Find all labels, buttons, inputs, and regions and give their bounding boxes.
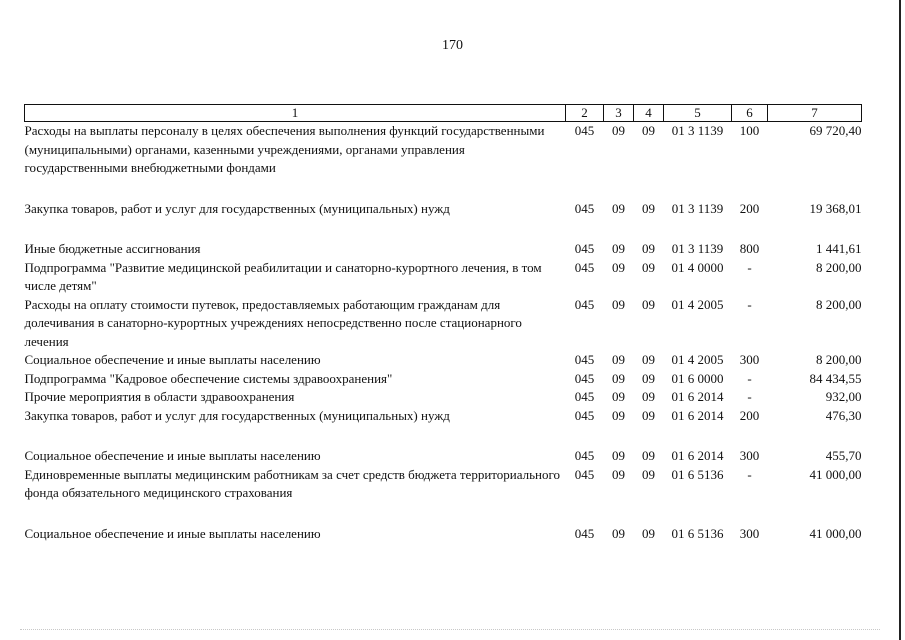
table-row <box>25 370 862 389</box>
row-code-5: 01 6 0000 <box>671 370 724 386</box>
row-code-6: - <box>747 370 752 386</box>
header-col-5: 5 <box>664 105 732 122</box>
row-code-4: 09 <box>642 448 655 463</box>
row-spacer <box>25 218 862 240</box>
row-code-4: 09 <box>642 370 655 386</box>
row-code-4: 09 <box>642 352 655 367</box>
row-code-2: 045 <box>574 466 595 482</box>
row-code-6: 800 <box>739 241 760 256</box>
row-amount: 8 200,00 <box>816 296 862 312</box>
budget-table <box>24 104 862 543</box>
row-code-4: 09 <box>642 407 655 423</box>
row-code-2: 045 <box>574 525 595 541</box>
row-code-4: 09 <box>642 200 655 216</box>
table-row <box>25 122 862 178</box>
row-amount: 455,70 <box>825 448 862 463</box>
row-code-6: 200 <box>739 407 760 423</box>
row-code-5: 01 6 2014 <box>671 389 724 404</box>
header-row <box>25 105 862 122</box>
row-code-6: - <box>747 466 752 482</box>
scan-edge-line <box>899 0 901 640</box>
table-row <box>25 240 862 259</box>
row-code-4: 09 <box>642 389 655 404</box>
row-code-3: 09 <box>612 389 625 404</box>
row-spacer-cell <box>25 178 862 200</box>
table-row <box>25 407 862 426</box>
table-row <box>25 351 862 370</box>
row-code-6: - <box>747 389 752 404</box>
row-spacer-cell <box>25 503 862 525</box>
row-code-3: 09 <box>612 296 625 312</box>
header-col-1: 1 <box>25 105 566 122</box>
row-code-2: 045 <box>574 296 595 312</box>
row-amount: 8 200,00 <box>816 259 862 275</box>
row-code-3: 09 <box>612 407 625 423</box>
row-code-2: 045 <box>574 389 595 404</box>
row-code-5: 01 6 2014 <box>671 448 724 463</box>
table-row <box>25 466 862 503</box>
row-name: Расходы на оплату стоимости путевок, предоставляемых работающим гражданам для долечивания в санаторно-курортных учреждениях непосредственно после стационарного лечения <box>24 296 522 349</box>
table-row <box>25 296 862 352</box>
row-code-5: 01 3 1139 <box>671 123 724 138</box>
row-spacer-cell <box>25 425 862 447</box>
row-code-4: 09 <box>642 466 655 482</box>
row-code-3: 09 <box>612 241 625 256</box>
row-amount: 932,00 <box>825 389 862 404</box>
row-code-2: 045 <box>574 241 595 256</box>
row-code-4: 09 <box>642 123 655 138</box>
row-spacer <box>25 425 862 447</box>
row-code-2: 045 <box>574 200 595 216</box>
row-name: Подпрограмма "Развитие медицинской реабилитации и санаторно-курортного лечения, в том числе детям" <box>24 259 542 293</box>
row-name: Закупка товаров, работ и услуг для государственных (муниципальных) нужд <box>24 200 450 216</box>
row-code-5: 01 4 2005 <box>671 296 724 312</box>
row-amount: 1 441,61 <box>816 241 862 256</box>
header-col-6: 6 <box>732 105 768 122</box>
scan-noise-line <box>20 629 880 630</box>
row-amount: 19 368,01 <box>809 200 862 216</box>
row-code-5: 01 3 1139 <box>671 200 724 216</box>
row-code-3: 09 <box>612 525 625 541</box>
row-code-2: 045 <box>574 407 595 423</box>
row-code-3: 09 <box>612 370 625 386</box>
header-col-3: 3 <box>604 105 634 122</box>
row-code-5: 01 6 5136 <box>671 525 724 541</box>
table-row <box>25 388 862 407</box>
row-code-6: 300 <box>739 525 760 541</box>
row-code-5: 01 4 0000 <box>671 259 724 275</box>
table-row <box>25 200 862 219</box>
row-name: Единовременные выплаты медицинским работникам за счет средств бюджета территориального фонда обязательного медицинского страхования <box>24 466 561 500</box>
row-amount: 476,30 <box>825 407 862 423</box>
row-code-2: 045 <box>574 259 595 275</box>
row-code-2: 045 <box>574 370 595 386</box>
row-code-3: 09 <box>612 448 625 463</box>
row-name: Иные бюджетные ассигнования <box>24 241 201 256</box>
row-code-2: 045 <box>574 352 595 367</box>
row-code-4: 09 <box>642 296 655 312</box>
row-name: Прочие мероприятия в области здравоохранения <box>24 389 295 404</box>
row-code-3: 09 <box>612 200 625 216</box>
row-spacer <box>25 503 862 525</box>
row-code-5: 01 6 2014 <box>671 407 724 423</box>
row-name: Закупка товаров, работ и услуг для государственных (муниципальных) нужд <box>24 407 450 423</box>
row-code-6: 200 <box>739 200 760 216</box>
row-code-6: 300 <box>739 352 760 367</box>
row-code-5: 01 3 1139 <box>671 241 724 256</box>
header-col-4: 4 <box>634 105 664 122</box>
row-code-6: 300 <box>739 448 760 463</box>
row-amount: 69 720,40 <box>809 123 862 138</box>
row-name: Расходы на выплаты персоналу в целях обеспечения выполнения функций государственными (муниципальными) органами, казенными учреждениями, органами управления государственными внебюджетными фондами <box>24 123 545 175</box>
row-code-4: 09 <box>642 241 655 256</box>
table-row <box>25 525 862 544</box>
row-name: Социальное обеспечение и иные выплаты населению <box>24 352 321 367</box>
table-body <box>25 122 862 544</box>
row-code-6: - <box>747 259 752 275</box>
row-spacer <box>25 178 862 200</box>
table-row <box>25 259 862 296</box>
row-name: Подпрограмма "Кадровое обеспечение системы здравоохранения" <box>24 370 393 386</box>
row-code-2: 045 <box>574 448 595 463</box>
table-row <box>25 447 862 466</box>
header-col-7: 7 <box>768 105 862 122</box>
row-spacer-cell <box>25 218 862 240</box>
row-code-5: 01 6 5136 <box>671 466 724 482</box>
row-code-6: - <box>747 296 752 312</box>
row-code-3: 09 <box>612 352 625 367</box>
row-name: Социальное обеспечение и иные выплаты населению <box>24 448 321 463</box>
row-amount: 41 000,00 <box>809 466 862 482</box>
row-code-5: 01 4 2005 <box>671 352 724 367</box>
row-code-4: 09 <box>642 259 655 275</box>
row-amount: 84 434,55 <box>809 370 862 386</box>
page-number: 170 <box>442 38 463 53</box>
row-code-2: 045 <box>574 123 595 138</box>
row-code-4: 09 <box>642 525 655 541</box>
row-code-3: 09 <box>612 466 625 482</box>
row-code-6: 100 <box>739 123 760 138</box>
row-code-3: 09 <box>612 259 625 275</box>
row-name: Социальное обеспечение и иные выплаты населению <box>24 525 321 541</box>
row-amount: 8 200,00 <box>816 352 862 367</box>
header-col-2: 2 <box>566 105 604 122</box>
row-code-3: 09 <box>612 123 625 138</box>
row-amount: 41 000,00 <box>809 525 862 541</box>
